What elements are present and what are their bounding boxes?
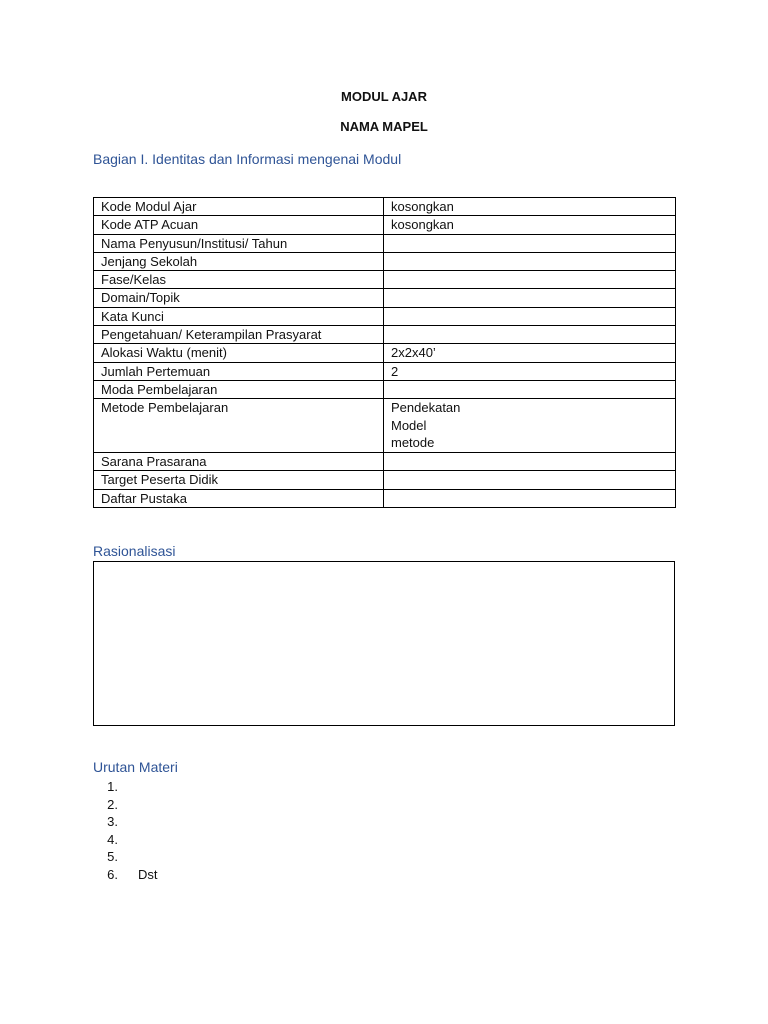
list-item-text: Dst [138, 866, 158, 882]
urutan-materi-heading: Urutan Materi [93, 759, 178, 775]
row-value[interactable]: kosongkan [384, 198, 676, 216]
list-item-number: 6. [107, 866, 118, 882]
table-row [94, 344, 676, 362]
table-row [94, 380, 676, 398]
table-row [94, 216, 676, 234]
table-row [94, 271, 676, 289]
row-value-line: Pendekatan [391, 400, 461, 416]
table-row [94, 471, 676, 489]
row-label: Nama Penyusun/Institusi/ Tahun [94, 234, 384, 252]
section-identity-heading: Bagian I. Identitas dan Informasi mengenai Modul [93, 151, 402, 167]
row-value[interactable] [384, 453, 676, 471]
table-row [94, 489, 676, 507]
urutan-materi-list [93, 778, 158, 883]
list-item [93, 866, 158, 884]
list-item-number: 1. [107, 779, 118, 794]
row-value[interactable] [384, 271, 676, 289]
row-label: Jumlah Pertemuan [94, 362, 384, 380]
row-value[interactable] [384, 307, 676, 325]
row-value[interactable]: 2 [384, 362, 676, 380]
row-label: Alokasi Waktu (menit) [94, 344, 384, 362]
row-label: Metode Pembelajaran [94, 399, 384, 453]
list-item-number: 2. [107, 796, 118, 812]
table-row [94, 252, 676, 270]
row-value[interactable] [384, 471, 676, 489]
list-item [93, 778, 158, 796]
row-value[interactable] [384, 234, 676, 252]
identity-table [93, 197, 676, 508]
row-value[interactable] [384, 399, 676, 453]
row-label: Fase/Kelas [94, 271, 384, 289]
table-row [94, 234, 676, 252]
row-value[interactable] [384, 380, 676, 398]
row-value[interactable] [384, 289, 676, 307]
row-value[interactable]: 2x2x40’ [384, 344, 676, 362]
document-title: MODUL AJAR [341, 89, 427, 104]
list-item-number: 5. [107, 849, 118, 864]
row-label: Domain/Topik [94, 289, 384, 307]
row-label: Sarana Prasarana [94, 453, 384, 471]
row-label: Kode ATP Acuan [94, 216, 384, 234]
list-item-number: 3. [107, 814, 118, 829]
row-label: Jenjang Sekolah [94, 252, 384, 270]
table-row [94, 362, 676, 380]
list-item [93, 831, 158, 849]
row-label: Kode Modul Ajar [94, 198, 384, 216]
table-row [94, 453, 676, 471]
document-subtitle: NAMA MAPEL [340, 119, 428, 134]
row-label: Daftar Pustaka [94, 489, 384, 507]
table-row [94, 326, 676, 344]
rasionalisasi-heading: Rasionalisasi [93, 543, 176, 559]
table-row [94, 399, 676, 453]
row-value[interactable] [384, 252, 676, 270]
row-value[interactable] [384, 489, 676, 507]
row-label: Target Peserta Didik [94, 471, 384, 489]
row-value[interactable]: kosongkan [384, 216, 676, 234]
rasionalisasi-box[interactable] [93, 561, 675, 726]
list-item-number: 4. [107, 831, 118, 847]
row-value[interactable] [384, 326, 676, 344]
row-value-line: Model [391, 417, 427, 433]
table-row [94, 307, 676, 325]
row-label: Kata Kunci [94, 307, 384, 325]
table-row [94, 289, 676, 307]
table-row [94, 198, 676, 216]
row-value-line: metode [391, 435, 435, 451]
list-item [93, 813, 158, 831]
list-item [93, 848, 158, 866]
row-label: Moda Pembelajaran [94, 380, 384, 398]
row-label: Pengetahuan/ Keterampilan Prasyarat [94, 326, 384, 344]
list-item [93, 796, 158, 814]
